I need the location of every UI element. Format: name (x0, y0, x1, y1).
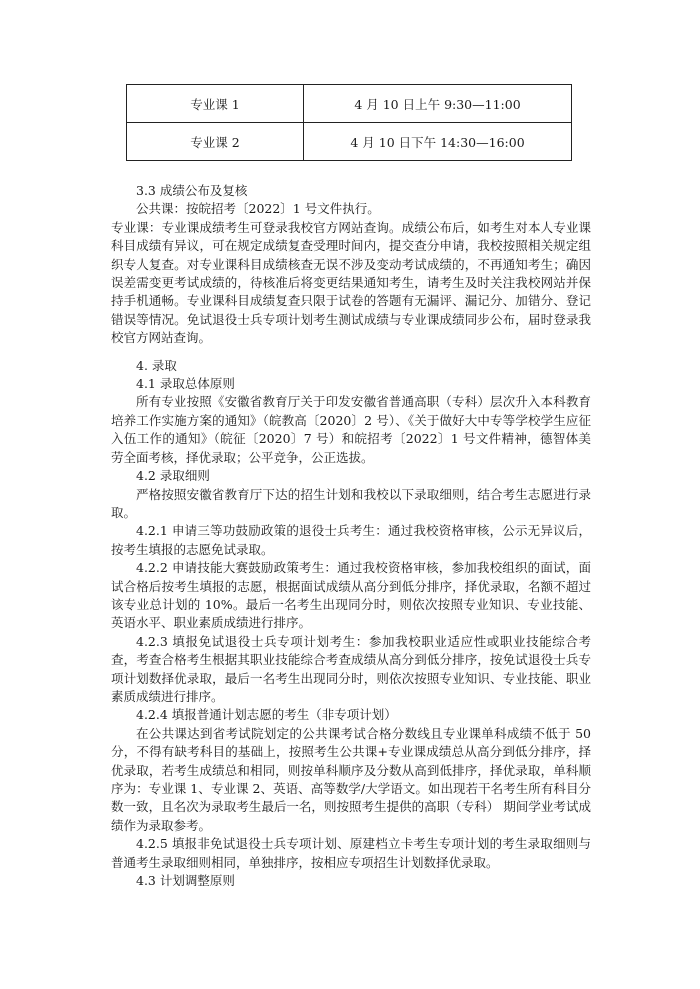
rule-4-2-3: 4.2.3 填报免试退役士兵专项计划考生：参加我校职业适应性或职业技能综合考查，考查合格考生根据其职业技能综合考查成绩从高分到低分排序，按免试退役士兵专项计划数择优录取，最后一名考生出现同分时，则依次按照专业知识、专业技能、职业素质成绩进行排序。 (111, 633, 591, 704)
exam-schedule-table (126, 84, 572, 161)
rule-4-2-4-body: 在公共课达到省考试院划定的公共课考试合格分数线且专业课单科成绩不低于 50 分，不得有缺考科目的基础上，按照考生公共课+专业课成绩总从高分到低分排序，择优录取，若考生成绩总和相同，则按单科顺序及分数从高到低排序，择优录取，单科顺序为：专业课 1、专业课 2、英语、高等数学/大学语文。如出现若干名考生所有科目分数一致，且名次为录取考生最后一名，则按照考生提供的高职（专科） 期间学业考试成绩作为录取参考。 (111, 725, 591, 833)
public-course-paragraph: 公共课：按皖招考〔2022〕1 号文件执行。 (136, 201, 380, 217)
table-row (127, 123, 572, 161)
rule-4-2-1: 4.2.1 申请三等功鼓励政策的退役士兵考生：通过我校资格审核，公示无异议后，按考生填报的志愿免试录取。 (111, 523, 591, 557)
section-heading-4: 4. 录取 (136, 357, 177, 373)
subject-cell: 专业课 2 (127, 123, 304, 161)
rule-4-2-2: 4.2.2 申请技能大赛鼓励政策考生：通过我校资格审核，参加我校组织的面试，面试合格后按考生填报的志愿，根据面试成绩从高分到低分排序，择优录取，名额不超过该专业总计划的 10%。最后一名考生出现同分时，则依次按照专业知识、专业技能、英语水平、职业素质成绩进行排序。 (111, 560, 591, 631)
time-cell: 4 月 10 日下午 14:30—16:00 (304, 123, 572, 161)
table-row (127, 85, 572, 123)
section-heading-4-3: 4.3 计划调整原则 (136, 873, 235, 889)
document-body (111, 182, 591, 890)
section-heading-4-2: 4.2 录取细则 (136, 468, 210, 484)
section-heading-4-1: 4.1 录取总体原则 (136, 376, 235, 392)
rule-4-2-5: 4.2.5 填报非免试退役士兵专项计划、原建档立卡考生专项计划的考生录取细则与普通考生录取细则相同，单独排序，按相应专项招生计划数择优录取。 (111, 836, 591, 870)
rules-intro-paragraph: 严格按照安徽省教育厅下达的招生计划和我校以下录取细则，结合考生志愿进行录取。 (111, 486, 591, 520)
rule-4-2-4-heading: 4.2.4 填报普通计划志愿的考生（非专项计划） (136, 707, 397, 723)
major-course-paragraph: 专业课：专业课成绩考生可登录我校官方网站查询。成绩公布后，如考生对本人专业课科目成绩有异议，可在规定成绩复查受理时间内，提交查分申请，我校按照相关规定组织专人复查。对专业课科目成绩核查无误不涉及变动考试成绩的，不再通知考生；确因误差需变更考试成绩的，待核准后将变更结果通知考生，请考生及时关注我校网站并保持手机通畅。专业课科目成绩复查只限于试卷的答题有无漏评、漏记分、加错分、登记错误等情况。免试退役士兵专项计划考生测试成绩与专业课成绩同步公布，届时登录我校官方网站查询。 (111, 219, 591, 346)
time-cell: 4 月 10 日上午 9:30—11:00 (304, 85, 572, 123)
principle-paragraph: 所有专业按照《安徽省教育厅关于印发安徽省普通高职（专科）层次升入本科教育培养工作实施方案的通知》（皖教高〔2020〕2 号）、《关于做好大中专等学校学生应征入伍工作的通知》（皖征〔2020〕7 号）和皖招考〔2022〕1 号文件精神，德智体美劳全面考核，择优录取；公平竞争，公正选拔。 (111, 394, 591, 465)
subject-cell: 专业课 1 (127, 85, 304, 123)
section-heading-3-3: 3.3 成绩公布及复核 (136, 183, 248, 198)
